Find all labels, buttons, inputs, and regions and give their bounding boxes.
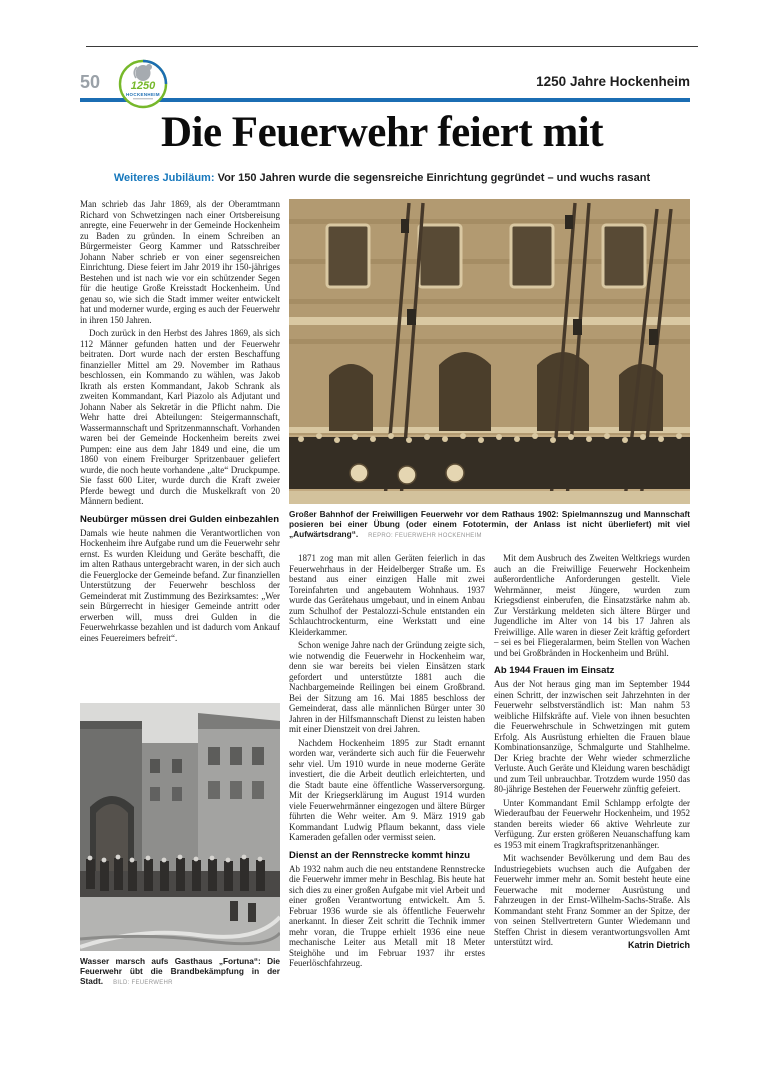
- paragraph: 1871 zog man mit allen Geräten feierlich in das Feuerwehrhaus in der Heidelberger Straße um. Es bestand aus einer einzigen Halle mit zwei Toreinfahrten und angebautem Wohnhaus. 1937 wurde das Gerätehaus umgebaut, und in einem Anbau zum Schulhof der Pestalozzi-Schule entstanden ein Schlauchtrockenturm, eine Werkstatt und eine Kleiderkammer.: [289, 553, 485, 637]
- column-wide: [289, 199, 690, 1000]
- paragraph: Ab 1932 nahm auch die neu entstandene Rennstrecke die Feuerwehr immer mehr in Beschlag. Bis heute hat sich dies zu einer großen Aufgabe mit viel Arbeit und einer großen Verantwortung entwickelt. Am 5. Februar 1936 wurde sie als öffentliche Feuerwehr anerkannt. In dieser Zeit schritt die Technik immer mehr voran, die Truppe erhielt 1936 eine neue mechanische Leiter aus Metall mit 18 Meter Steighöhe und im Februar 1937 ihr erstes Feuerlöschfahrzeug.: [289, 863, 485, 968]
- street-photo: [80, 703, 280, 951]
- article-title: Die Feuerwehr feiert mit: [160, 109, 604, 156]
- article-body: [80, 199, 690, 1000]
- main-photo: [289, 199, 690, 504]
- caption-text: Wasser marsch aufs Gasthaus „Fortuna“: Die Feuerwehr übt die Brandbekämpfung in der Stadt.: [80, 956, 280, 986]
- edition-title: 1250 Jahre Hockenheim: [536, 74, 690, 89]
- page-trim-line: [86, 46, 698, 47]
- paragraph: Doch zurück in den Herbst des Jahres 1869, als sich 112 Männer gefunden hatten und der Feuerwehr beitraten. Dort wurde nach der ersten Beschaffung finanzieller Mittel am 29. November im Rathaus beschlossen, ein Kommando zu wählen, was Jakob Ikrath als ersten Kommandant, Jakob Schrank als zweiten Kommandant, Karl Piazolo als Adjutant und Johann Naber als Sekretär in die Pflicht nahm. Die Wehr hatte drei Abteilungen: Steigermannschaft, Wassermannschaft und Spritzenmannschaft. Vorhanden waren bei der Gemeinde Hockenheim bereits zwei Pumpen: eine aus dem Jahr 1849 und eine, die um 1860 von einem Freiburger Spritzenbauer geliefert wurde, die noch heute vorhandene „alte“ Druckpumpe. Sie fasst 600 Liter, wurde durch die Kraft zweier Pferde bewegt und durch die Muskelkraft von 20 Männern bedient.: [80, 328, 280, 506]
- paragraph: Damals wie heute nahmen die Verantwortlichen von Hockenheim ihre Aufgabe rund um die Feuerwehr sehr ernst. Es wurden Kleidung und Geräte beschafft, die im alten Rathaus untergebracht waren, in der sich auch die Feuerglocke der Gemeinde befand. Zur finanziellen Unterstützung der Feuerwehr beschloss der Gemeinderat mit Zustimmung des Bezirksamtes: „Wer sein Bürgerrecht in hiesiger Gemeinde antritt oder erwerben will, muss drei Gulden in die Feuerwehrkasse bezahlen und ist dadurch vom Ankauf eines Feuereimers befreit“.: [80, 527, 280, 643]
- anniversary-logo-icon: [118, 58, 168, 110]
- page-number: 50: [80, 72, 101, 92]
- paragraph: Schon wenige Jahre nach der Gründung zeigte sich, wie notwendig die Feuerwehr in Hockenheim war, denn sie war bereits bei vielen Einsätzen stark gefordert und unterstützte 1881 auch die Nachbargemeinde Reilingen bei einem Großbrand. Bei der Sitzung am 16. Mai 1885 beschloss der Gemeinderat, dass alle männlichen Bürger unter 30 Jahren in der Hilfsmannschaft Dienst zu leisten haben mit einer Dienstzeit von drei Jahren.: [289, 640, 485, 734]
- column-left: [80, 199, 280, 1000]
- paragraph: Unter Kommandant Emil Schlampp erfolgte der Wiederaufbau der Feuerwehr Hockenheim, und 1952 standen bereits wieder 66 aktive Wehrleute zur Verfügung. Zur ersten größeren Neuanschaffung kam es 1953 mit einem Tragkraftspritzenanhänger.: [494, 797, 690, 850]
- page-header: [80, 60, 690, 106]
- paragraph: Mit wachsender Bevölkerung und dem Bau des Industriegebiets wuchsen auch die Aufgaben der Feuerwehr immer mehr an. Somit besteht heute eine Feuerwache mit moderner Ausrüstung und Fahrzeugen in der Ernst-Wilhelm-Sachs-Straße. Als Kommandant steht Franz Sommer an der Spitze, der von seinen Stellvertretern Gunter Wiedemann und Steffen Christ in diesem verantwortungsvollen Amt unterstützt wird.: [494, 853, 690, 947]
- article-subtitle: [0, 172, 764, 184]
- author-byline: Katrin Dietrich: [627, 940, 690, 950]
- paragraph: Aus der Not heraus ging man im September 1944 einen Schritt, der inzwischen seit Jahrzehnten in der Feuerwehr selbstverständlich ist: Man nahm 53 weibliche Hilfskräfte auf. Viele von ihnen besuchten die Feuerwehrschule in Schwetzingen mit gutem Erfolg. Als Ausrüstung erhielten die Frauen blaue Kombinationsanzüge, Schmalgurte und Stahlhelme. Der Krieg brachte der Wehr wieder schmerzliche Verluste. Auch Geräte und Kleidung waren beschädigt und zum Teil unbrauchbar. Trotzdem wurde 1950 das 80-jährige Bestehen der Feuerwehr zünftig gefeiert.: [494, 679, 690, 794]
- column-right: [494, 553, 690, 972]
- photo-credit: REPRO: FEUERWEHR HOCKENHEIM: [368, 533, 482, 539]
- caption-text: Großer Bahnhof der Freiwilligen Feuerwehr vor dem Rathaus 1902: Spielmannszug und Mannschaft posieren bei einer Übung (oder einem Fototermin, der Anlass ist nicht überliefert) mit viel „Aufwärtsdrang“.: [289, 509, 690, 539]
- header-rule: [80, 98, 690, 102]
- street-photo-caption: [80, 956, 280, 986]
- paragraph: Man schrieb das Jahr 1869, als der Oberamtmann Richard von Schwetzingen nach einer Ortsbereisung anregte, eine Feuerwehr in der Gemeinde Hockenheim zu Baden zu gründen. In einem Schreiben an Bürgermeister Georg Kammer und Ratsschreiber Johann Naber schrieb er von einer segensreichen Einrichtung. Diese feiert im Jahr 2019 ihr 150-jähriges Bestehen und ist nach wie vor ein schützender Segen für die heutige Große Kreisstadt Hockenheim. Und genau so, wie sich die Stadt immer weiter entwickelt hat und moderner wurde, erging es auch der Feuerwehr in ihren 150 Jahren.: [80, 199, 280, 325]
- text-columns: [289, 553, 690, 972]
- paragraph: Nachdem Hockenheim 1895 zur Stadt ernannt worden war, veränderte sich auch für die Feuerwehr sehr viel. Um 1910 wurde in neue moderne Geräte investiert, die die Arbeit deutlich erleichterten, und die Stadt baute eine öffentliche Wasserversorgung. Mit der Kriegserklärung im August 1914 wurden viele Feuerwehrmänner eingezogen und ältere Bürger führten die Wehr weiter. Am 9. März 1919 gab Kommandant Ludwig Pflaum bekannt, dass viele Kameraden gefallen oder vermisst seien.: [289, 737, 485, 842]
- paragraph: Mit dem Ausbruch des Zweiten Weltkriegs wurden auch an die Freiwillige Feuerwehr Hockenheim außerordentliche Anforderungen gestellt. Viele Wehrmänner, meist Jüngere, wurden zum Kriegsdienst einberufen, die Einsatzstärke nahm ab. Zur Verstärkung meldeten sich ältere Bürger und Jugendliche im Alter von 14 bis 17 Jahren als Freiwillige. Alle waren in dieser Zeit kräftig gefordert – sei es bei Fliegeralarmen, beim Stellen von Wachen und bei Großbränden in Hockenheim und Brühl.: [494, 553, 690, 658]
- subhead-rennstrecke: Dienst an der Rennstrecke kommt hinzu: [289, 849, 471, 861]
- main-photo-caption: [289, 509, 690, 539]
- subhead-frauen: Ab 1944 Frauen im Einsatz: [494, 665, 615, 676]
- column-middle: [289, 553, 485, 972]
- svg-text:1250: 1250: [130, 80, 156, 92]
- photo-credit: BILD: FEUERWEHR: [113, 980, 173, 986]
- subhead-gulden: Neubürger müssen drei Gulden einbezahlen: [80, 513, 280, 525]
- subtitle-kicker: Weiteres Jubiläum:: [113, 172, 215, 184]
- subtitle-text: Vor 150 Jahren wurde die segensreiche Einrichtung gegründet – und wuchs rasant: [214, 172, 651, 184]
- svg-text:HOCKENHEIM: HOCKENHEIM: [125, 92, 161, 97]
